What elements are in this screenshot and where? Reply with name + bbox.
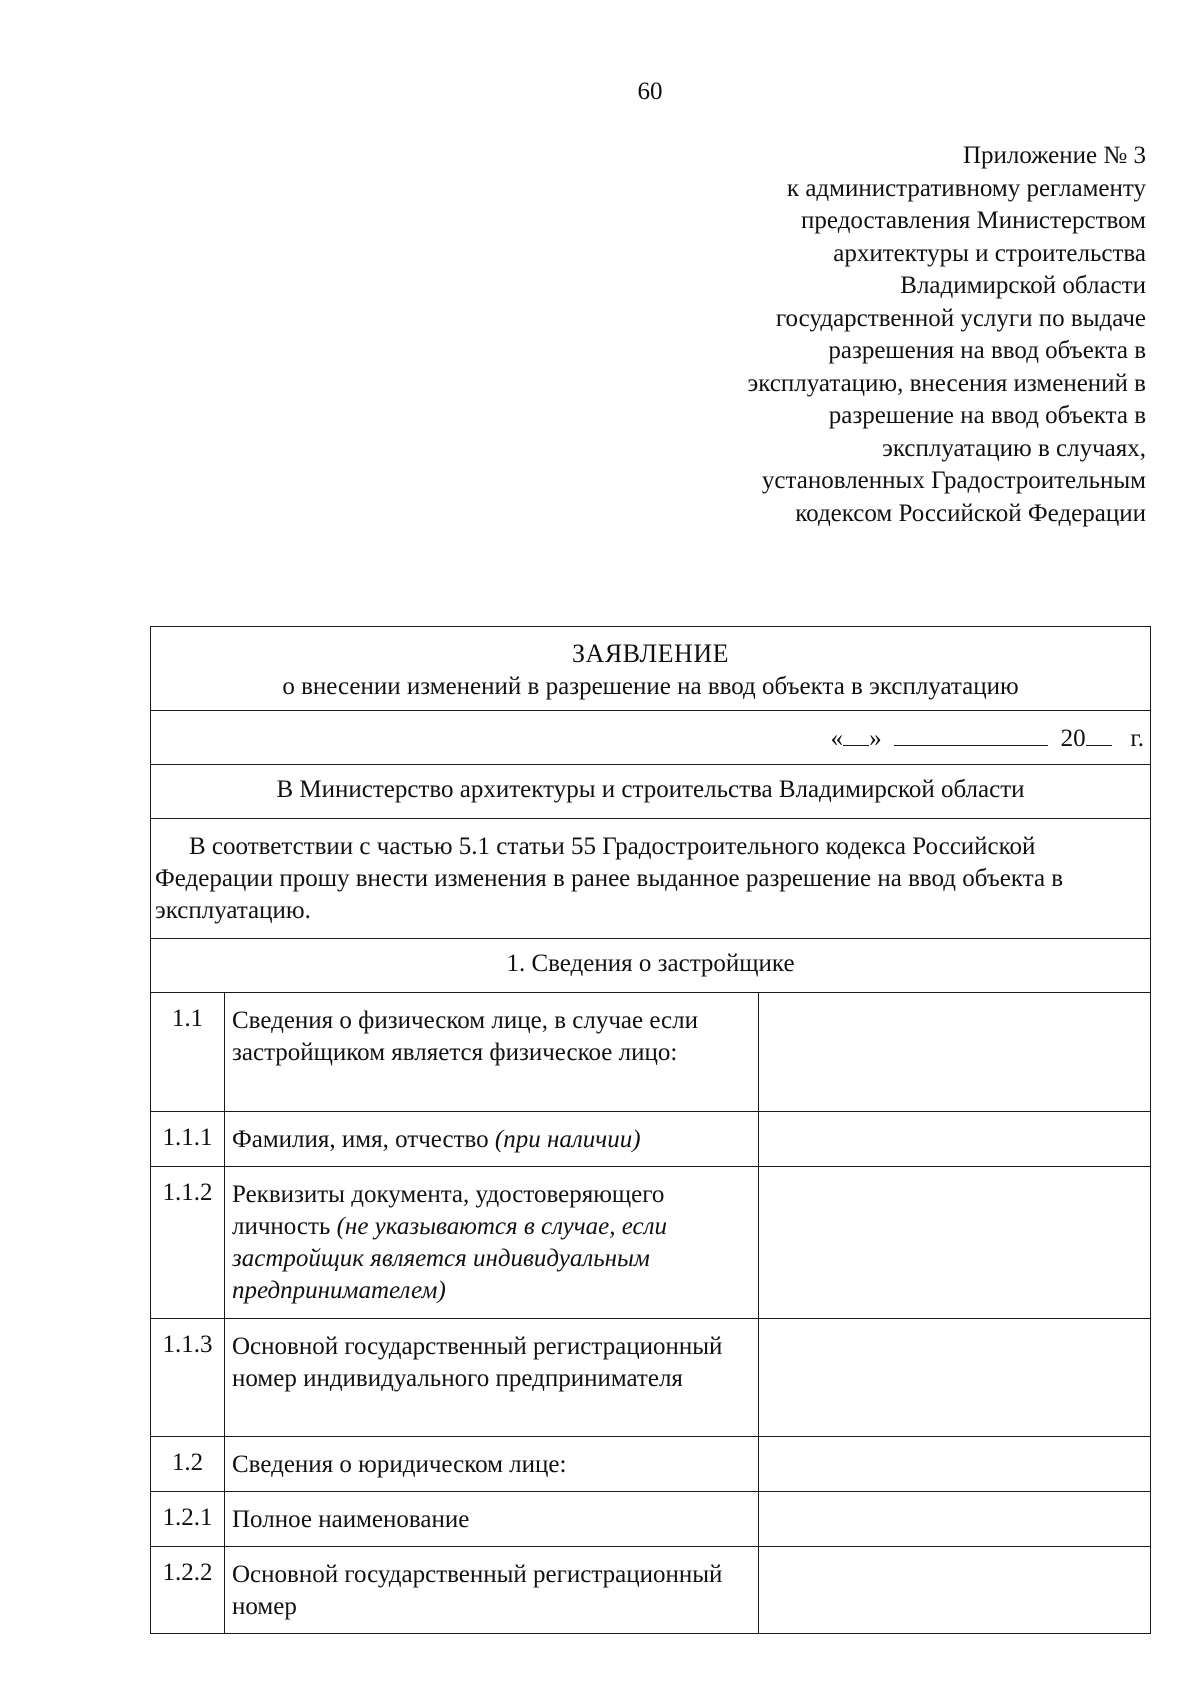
appendix-line: архитектуры и строительства	[833, 239, 1146, 267]
appendix-line: разрешение на ввод объекта в	[828, 402, 1146, 429]
date-cell	[151, 711, 1151, 765]
form-title: ЗАЯВЛЕНИЕ	[572, 639, 729, 668]
appendix-line: к административному регламенту	[786, 174, 1146, 202]
row-number: 1.2.1	[151, 1492, 225, 1547]
table-row	[151, 1167, 1151, 1319]
row-value-field[interactable]	[759, 1167, 1151, 1319]
appendix-line: кодексом Российской Федерации	[795, 499, 1146, 527]
appendix-line: эксплуатацию, внесения изменений в	[747, 369, 1146, 397]
row-value-field[interactable]	[759, 1112, 1151, 1167]
table-row	[151, 1492, 1151, 1547]
row-label: Полное наименование	[225, 1492, 759, 1547]
row-label: Фамилия, имя, отчество (при наличии)	[225, 1112, 759, 1167]
appendix-line: разрешения на ввод объекта в	[828, 337, 1146, 364]
row-number: 1.1.3	[151, 1319, 225, 1437]
row-label: Реквизиты документа, удостоверяющего личность (не указываются в случае, если застройщик является индивидуальным предпринимателем)	[225, 1167, 759, 1319]
appendix-line: Владимирской области	[900, 272, 1146, 299]
row-label: Основной государственный регистрационный номер индивидуального предпринимателя	[225, 1319, 759, 1437]
row-number: 1.1.1	[151, 1112, 225, 1167]
row-value-field[interactable]	[759, 1319, 1151, 1437]
addressee: В Министерство архитектуры и строительства Владимирской области	[151, 765, 1151, 819]
intro-paragraph: В соответствии с частью 5.1 статьи 55 Градостроительного кодекса Российской Федерации прошу внести изменения в ранее выданное разрешение на ввод объекта в эксплуатацию.	[151, 819, 1151, 939]
table-row	[151, 993, 1151, 1112]
appendix-line: предоставления Министерством	[801, 207, 1146, 234]
table-row	[151, 1112, 1151, 1167]
row-value-field[interactable]	[759, 1492, 1151, 1547]
row-number: 1.2.2	[151, 1547, 225, 1634]
appendix-line: эксплуатацию в случаях,	[882, 434, 1146, 462]
row-value-field[interactable]	[759, 993, 1151, 1112]
page-number: 60	[637, 78, 663, 105]
appendix-line: Приложение № 3	[962, 142, 1146, 169]
row-label: Сведения о юридическом лице:	[225, 1437, 759, 1492]
form-subtitle: о внесении изменений в разрешение на ввод объекта в эксплуатацию	[282, 673, 1019, 700]
table-row	[151, 1319, 1151, 1437]
date-year-blank[interactable]	[1086, 721, 1112, 746]
section-title: 1. Сведения о застройщике	[151, 939, 1151, 993]
date-century: 20	[1060, 725, 1086, 752]
row-value-field[interactable]	[759, 1437, 1151, 1492]
row-number: 1.1	[151, 993, 225, 1112]
row-value-field[interactable]	[759, 1547, 1151, 1634]
date-close-quote: »	[869, 725, 882, 752]
row-number: 1.1.2	[151, 1167, 225, 1319]
date-suffix: г.	[1130, 725, 1145, 752]
row-label: Сведения о физическом лице, в случае если застройщиком является физическое лицо:	[225, 993, 759, 1112]
date-open-quote: «	[830, 725, 844, 752]
application-form-table	[150, 626, 1151, 1634]
table-row	[151, 1437, 1151, 1492]
row-label: Основной государственный регистрационный номер	[225, 1547, 759, 1634]
row-number: 1.2	[151, 1437, 225, 1492]
table-row	[151, 1547, 1151, 1634]
date-month-blank[interactable]	[894, 721, 1048, 746]
appendix-line: государственной услуги по выдаче	[775, 304, 1146, 332]
form-title-cell	[151, 627, 1151, 711]
appendix-line: установленных Градостроительным	[761, 467, 1146, 494]
appendix-header	[626, 140, 1146, 530]
date-day-blank[interactable]	[843, 721, 869, 746]
